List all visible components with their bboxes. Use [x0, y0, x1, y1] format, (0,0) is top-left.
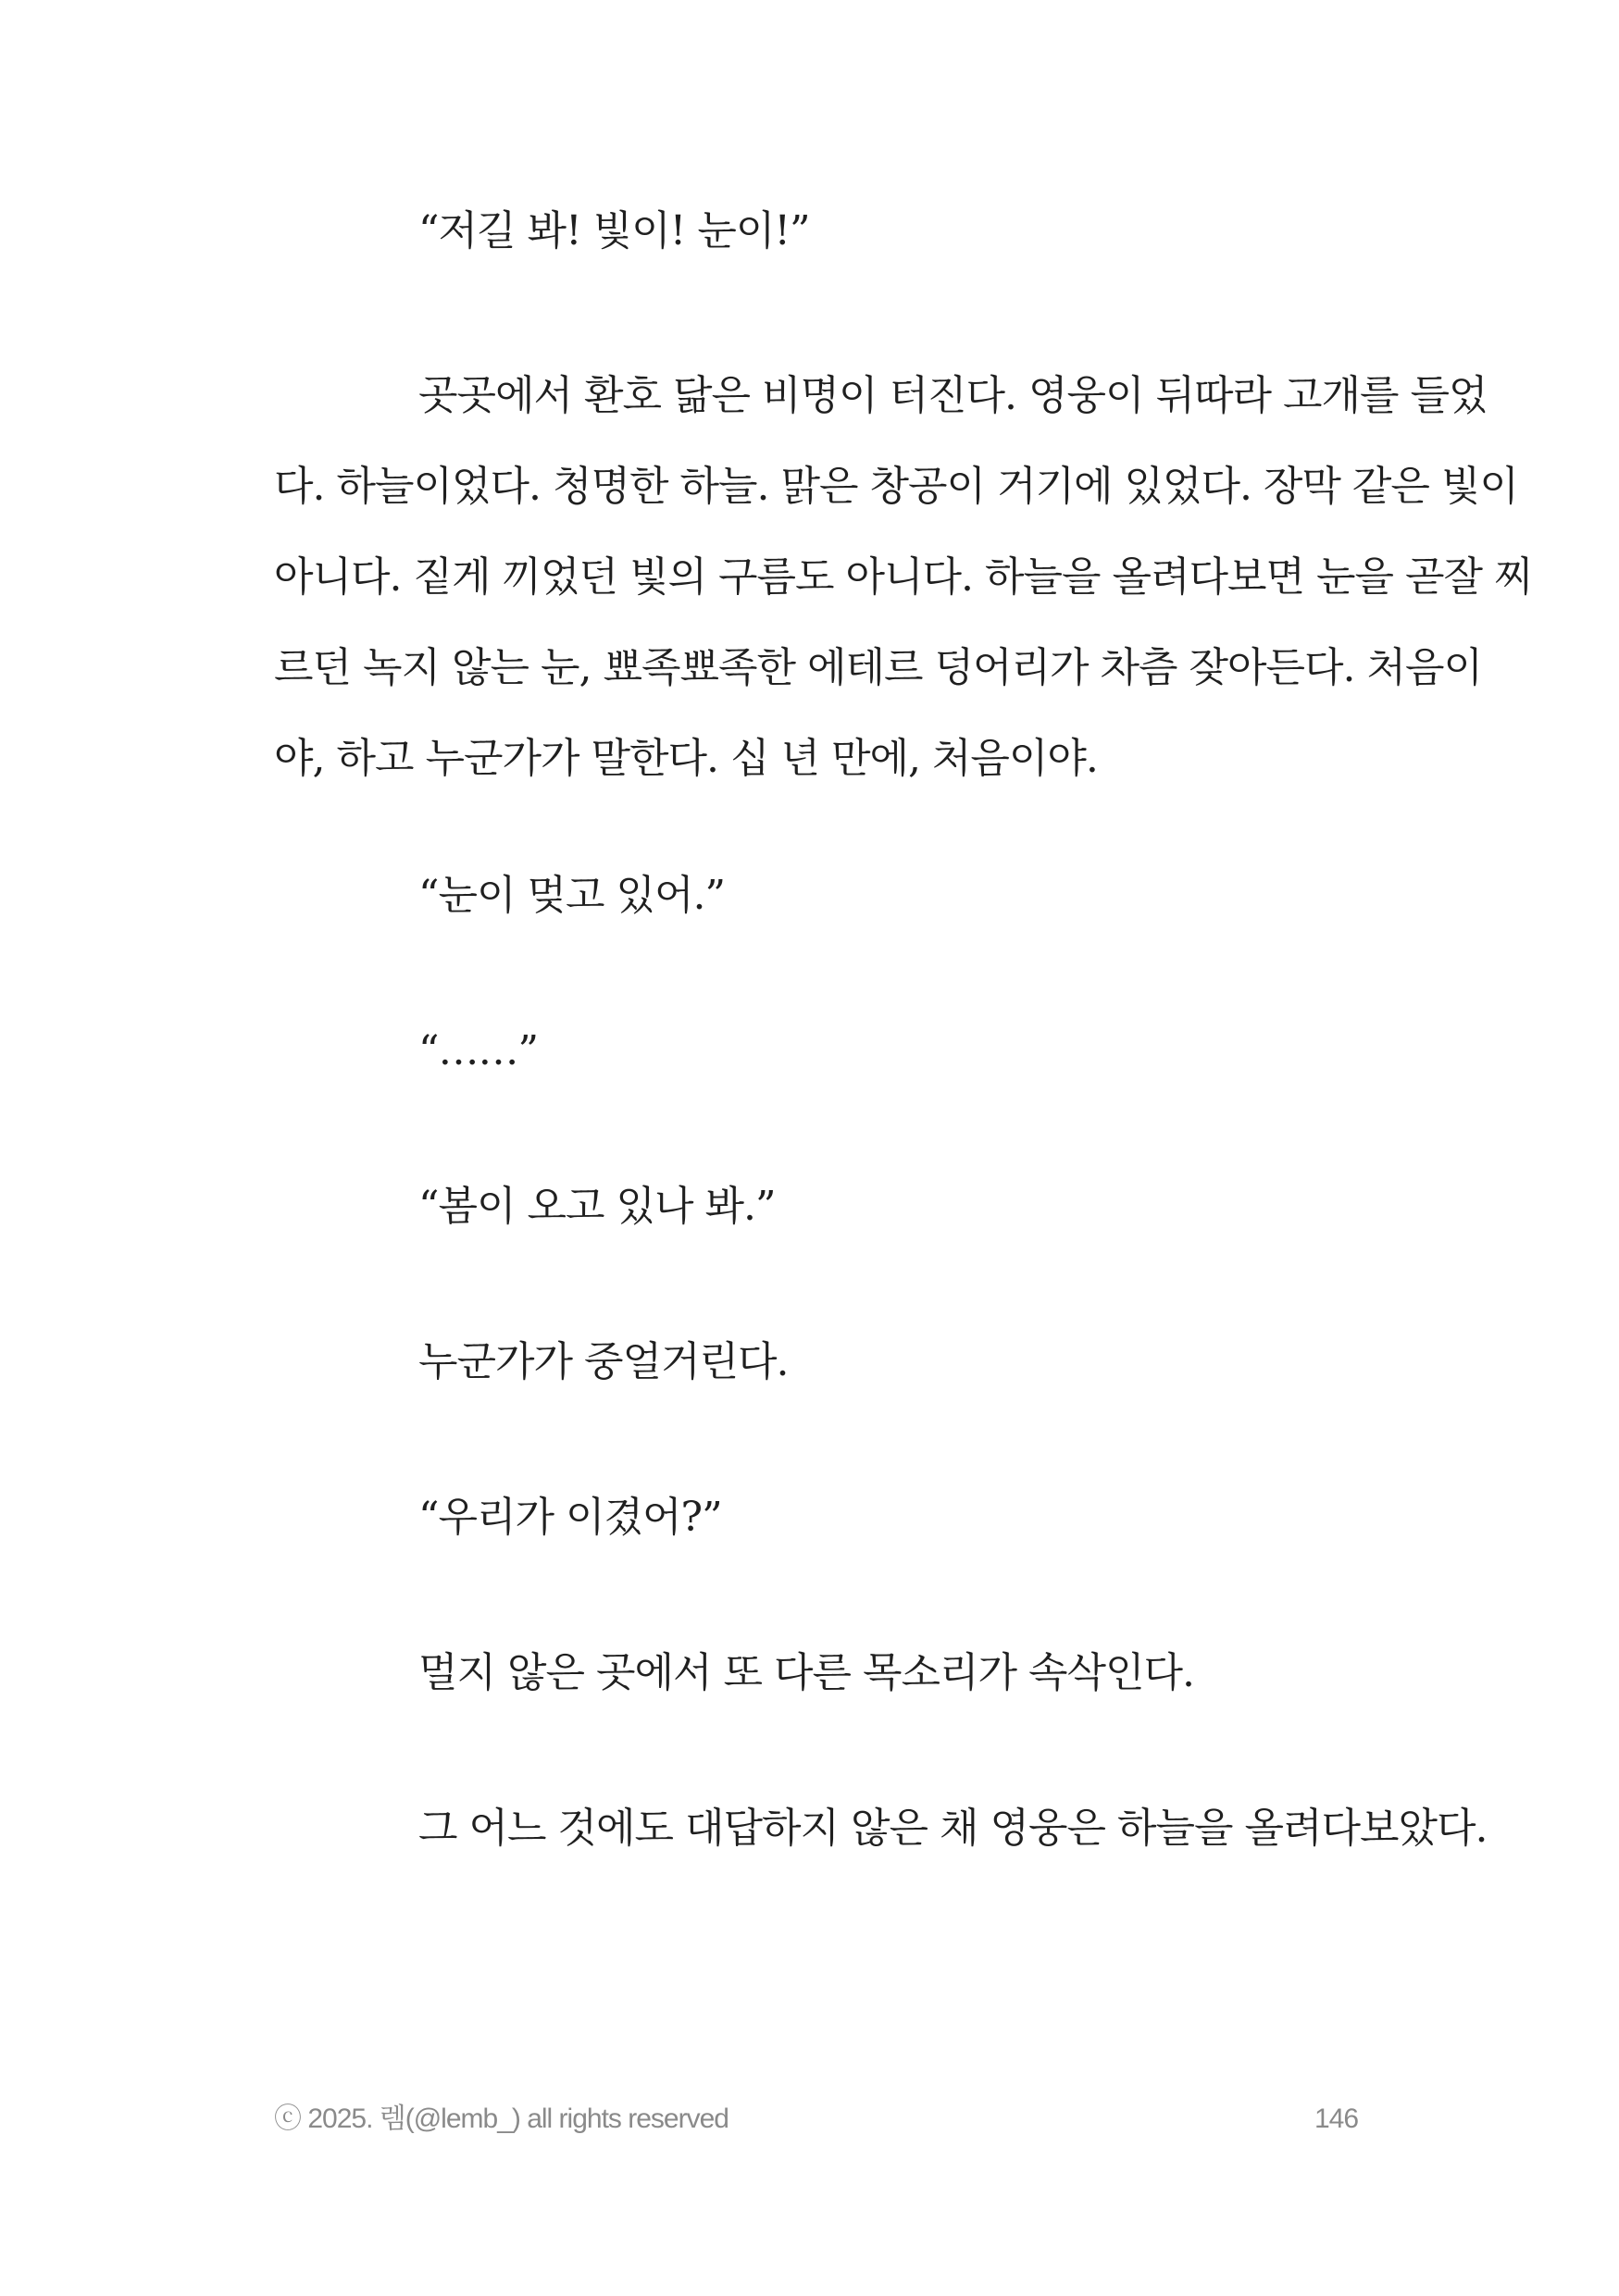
dialogue-line: “저길 봐! 빛이! 눈이!” [418, 207, 810, 254]
dialogue-line: “우리가 이겼어?” [418, 1494, 722, 1541]
narration-paragraph [274, 370, 1533, 824]
dialogue-line: “봄이 오고 있나 봐.” [418, 1183, 776, 1230]
narration-line: 멀지 않은 곳에서 또 다른 목소리가 속삭인다. [418, 1649, 1194, 1696]
copyright-notice: ⓒ 2025. 렘(@lemb_) all rights reserved [274, 2104, 729, 2134]
paragraph-line: 르던 녹지 않는 눈, 뾰족뾰족한 에테르 덩어리가 차츰 잦아든다. 처음이 [274, 644, 1482, 691]
page-number: 146 [1314, 2104, 1359, 2134]
narration-line: 그 어느 것에도 대답하지 않은 채 영웅은 하늘을 올려다보았다. [418, 1805, 1488, 1852]
narration-line: 누군가가 중얼거린다. [418, 1338, 789, 1385]
dialogue-line: “……” [418, 1027, 538, 1074]
paragraph-line: 곳곳에서 환호 닮은 비명이 터진다. 영웅이 뒤따라 고개를 들었 [418, 372, 1488, 419]
paragraph-line: 야, 하고 누군가가 말한다. 십 년 만에, 처음이야. [274, 735, 1098, 782]
paragraph-line: 아니다. 짙게 끼었던 빛의 구름도 아니다. 하늘을 올려다보면 눈을 곧잘 찌 [274, 553, 1533, 601]
dialogue-line: “눈이 멎고 있어.” [418, 872, 725, 919]
paragraph-line: 다. 하늘이었다. 청명한 하늘. 맑은 창공이 거기에 있었다. 장막 같은 빛이 [274, 463, 1518, 510]
